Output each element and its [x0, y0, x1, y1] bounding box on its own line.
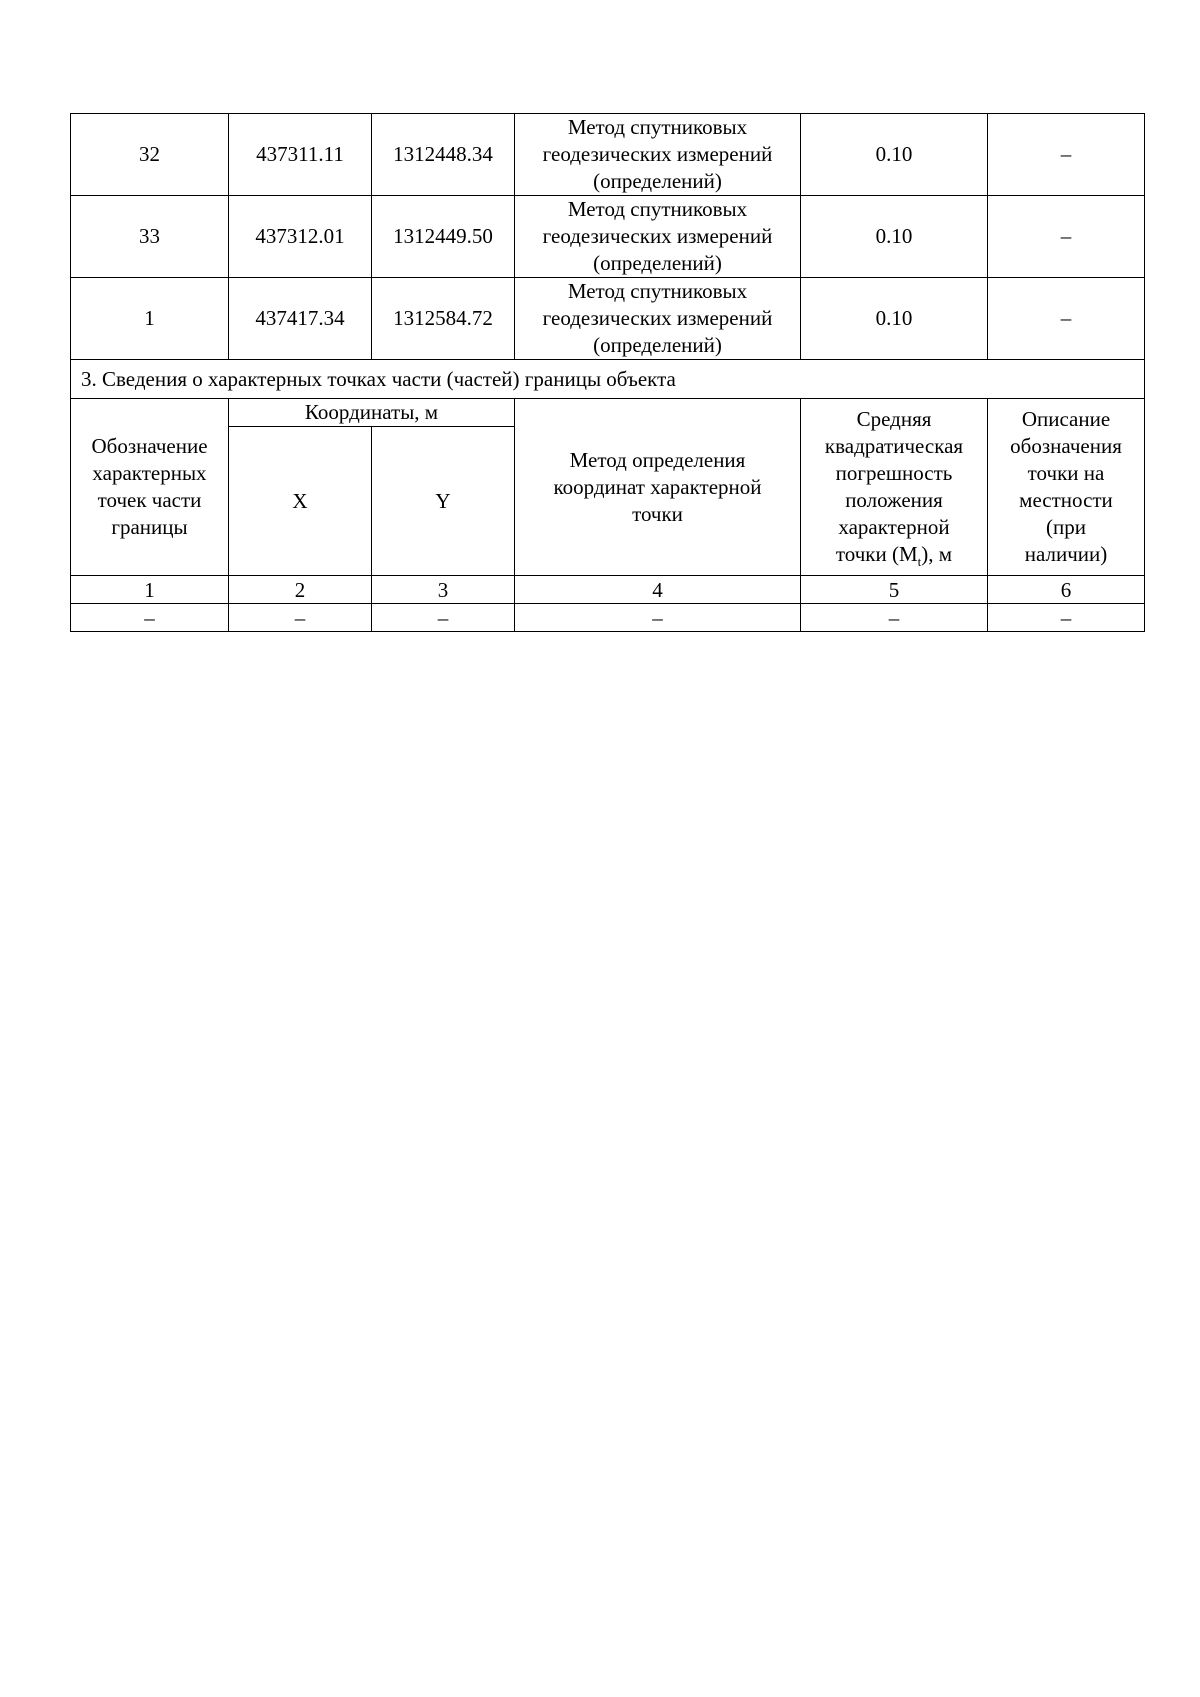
method-cell [515, 196, 801, 278]
header-method [515, 399, 801, 576]
column-number: 2 [229, 576, 372, 604]
header-line: (при [1046, 515, 1086, 539]
header-subscript: t [917, 554, 922, 570]
header-line: Метод определения [569, 447, 746, 472]
point-number: 1 [71, 278, 229, 360]
method-cell [515, 278, 801, 360]
header-line: характерных [92, 461, 207, 485]
column-number: 1 [71, 576, 229, 604]
section-row [71, 360, 1145, 399]
method-line: Метод спутниковых [567, 279, 748, 303]
header-line: наличии) [1024, 542, 1108, 566]
method-line: Метод спутниковых [567, 115, 748, 139]
header-description [988, 399, 1145, 576]
column-number: 6 [988, 576, 1145, 604]
column-number: 4 [515, 576, 801, 604]
header-line: погрешность [835, 461, 953, 485]
method-line: (определений) [593, 251, 722, 275]
coordinates-table [70, 113, 1145, 632]
coord-x: 437312.01 [229, 196, 372, 278]
header-line: положения [845, 488, 943, 512]
method-line: (определений) [593, 169, 722, 193]
header-line: Средняя [856, 407, 932, 431]
error-value: 0.10 [801, 114, 988, 196]
header-line: квадратическая [824, 434, 964, 458]
header-text: точки (M [835, 542, 918, 566]
header-line: местности [1019, 488, 1113, 512]
header-coords-group: Координаты, м [229, 399, 515, 427]
method-line: геодезических измерений [542, 224, 773, 248]
method-line: Метод спутниковых [567, 197, 748, 221]
header-line: координат характерной [553, 474, 762, 499]
header-line: границы [111, 515, 188, 539]
method-line: (определений) [593, 333, 722, 357]
column-numbers-row [71, 576, 1145, 604]
header-line: Описание [1021, 407, 1111, 431]
header-point-label [71, 399, 229, 576]
coord-x: 437417.34 [229, 278, 372, 360]
header-line [805, 541, 983, 568]
column-number: 5 [801, 576, 988, 604]
table-row [71, 114, 1145, 196]
column-number: 3 [372, 576, 515, 604]
header-line: характерной [838, 515, 950, 539]
table-row [71, 196, 1145, 278]
method-cell [515, 114, 801, 196]
description-value: – [988, 196, 1145, 278]
header-line: обозначения [1010, 434, 1122, 458]
header-row [71, 399, 1145, 427]
description-value: – [988, 278, 1145, 360]
coord-y: 1312449.50 [372, 196, 515, 278]
header-line: точки на [1027, 461, 1105, 485]
empty-cell: – [801, 604, 988, 632]
table-row [71, 278, 1145, 360]
header-line: точек части [97, 488, 202, 512]
coord-y: 1312584.72 [372, 278, 515, 360]
method-line: геодезических измерений [542, 142, 773, 166]
coord-y: 1312448.34 [372, 114, 515, 196]
error-value: 0.10 [801, 278, 988, 360]
table-row [71, 604, 1145, 632]
header-y: Y [372, 427, 515, 576]
empty-cell: – [988, 604, 1145, 632]
empty-cell: – [229, 604, 372, 632]
empty-cell: – [71, 604, 229, 632]
method-line: геодезических измерений [542, 306, 773, 330]
header-x: X [229, 427, 372, 576]
point-number: 33 [71, 196, 229, 278]
description-value: – [988, 114, 1145, 196]
coord-x: 437311.11 [229, 114, 372, 196]
section-title: 3. Сведения о характерных точках части (частей) границы объекта [71, 360, 1145, 399]
header-line: точки [632, 501, 683, 526]
empty-cell: – [372, 604, 515, 632]
header-error [801, 399, 988, 576]
header-line: Обозначение [91, 434, 208, 458]
error-value: 0.10 [801, 196, 988, 278]
empty-cell: – [515, 604, 801, 632]
point-number: 32 [71, 114, 229, 196]
header-text: ), м [921, 542, 953, 566]
